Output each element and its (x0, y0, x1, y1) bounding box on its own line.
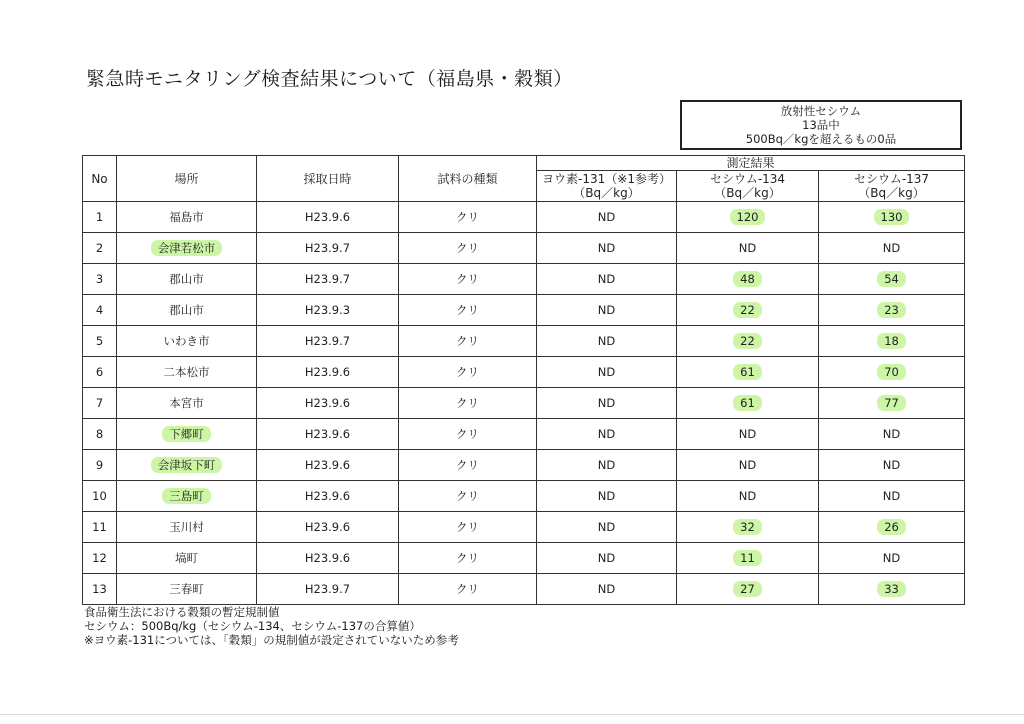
cell-cs137 (819, 326, 965, 357)
cell-place-value: いわき市 (163, 334, 210, 348)
cell-sample-value: クリ (456, 458, 479, 472)
header-place: 場所 (117, 156, 257, 202)
cell-date (257, 419, 399, 450)
summary-line-3: 500Bq／kgを超えるもの0品 (745, 132, 897, 146)
header-no: No (83, 156, 117, 202)
cell-cs134 (677, 419, 819, 450)
cell-iodine (537, 264, 677, 295)
header-date: 採取日時 (257, 156, 399, 202)
cell-sample-value: クリ (456, 272, 479, 286)
cell-cs137-value: ND (882, 241, 901, 255)
cell-no (83, 202, 117, 233)
cell-date-value: H23.9.3 (304, 303, 351, 317)
cell-date-value: H23.9.7 (304, 582, 351, 596)
cell-cs134 (677, 326, 819, 357)
cell-no-value: 7 (95, 396, 104, 410)
cell-iodine-value: ND (597, 365, 616, 379)
cell-date (257, 295, 399, 326)
header-sample: 試料の種類 (399, 156, 537, 202)
cell-date-value: H23.9.6 (304, 210, 351, 224)
cell-place-value: 本宮市 (169, 396, 204, 410)
table-row (83, 264, 965, 295)
cell-date-value: H23.9.7 (304, 272, 351, 286)
cell-iodine-value: ND (597, 520, 616, 534)
cell-no (83, 357, 117, 388)
cell-iodine (537, 295, 677, 326)
cell-date (257, 450, 399, 481)
cell-cs137 (819, 264, 965, 295)
cell-place (117, 233, 257, 264)
header-iodine (537, 171, 677, 202)
cell-iodine (537, 419, 677, 450)
cell-sample-value: クリ (456, 551, 479, 565)
cell-cs137-value: 23 (877, 302, 906, 318)
notes (84, 605, 459, 647)
cell-sample-value: クリ (456, 582, 479, 596)
table-row (83, 481, 965, 512)
cell-cs137-value: 18 (877, 333, 906, 349)
cell-no (83, 512, 117, 543)
cell-cs137-value: 33 (877, 581, 906, 597)
cell-place (117, 264, 257, 295)
cell-date (257, 326, 399, 357)
header-cs134 (677, 171, 819, 202)
cell-place-value: 福島市 (169, 210, 204, 224)
cell-place-value: 会津坂下町 (151, 457, 223, 473)
table-row (83, 233, 965, 264)
cell-no-value: 10 (92, 489, 107, 503)
cell-cs134 (677, 388, 819, 419)
cell-sample (399, 233, 537, 264)
cell-place-value: 下郷町 (162, 426, 211, 442)
page-title: 緊急時モニタリング検査結果について（福島県・穀類） (86, 68, 573, 90)
cell-cs134-value: ND (738, 489, 757, 503)
cell-date (257, 357, 399, 388)
cell-iodine-value: ND (597, 489, 616, 503)
cell-cs137-value: 77 (877, 395, 906, 411)
summary-line-2: 13品中 (802, 118, 840, 132)
cell-cs134 (677, 295, 819, 326)
note-line-2: セシウム：500Bq/kg（セシウム-134、セシウム-137の合算値） (84, 619, 421, 633)
summary-line-1: 放射性セシウム (780, 104, 862, 118)
cell-place (117, 450, 257, 481)
cell-place (117, 295, 257, 326)
cell-iodine-value: ND (597, 272, 616, 286)
cell-sample (399, 388, 537, 419)
cell-cs134-value: ND (738, 458, 757, 472)
cell-cs134-value: 27 (733, 581, 762, 597)
cell-no (83, 543, 117, 574)
cell-sample (399, 357, 537, 388)
cell-cs134-value: 11 (733, 550, 762, 566)
cell-sample-value: クリ (456, 334, 479, 348)
cell-place (117, 202, 257, 233)
cell-place (117, 326, 257, 357)
cell-cs134 (677, 264, 819, 295)
cell-cs134-value: ND (738, 427, 757, 441)
cell-sample-value: クリ (456, 241, 479, 255)
cell-cs137 (819, 295, 965, 326)
cell-cs134-value: ND (738, 241, 757, 255)
table-row (83, 419, 965, 450)
cell-sample (399, 543, 537, 574)
cell-sample-value: クリ (456, 520, 479, 534)
note-line-3: ※ヨウ素-131については、「穀類」の規制値が設定されていないため参考 (84, 633, 459, 647)
cell-date (257, 481, 399, 512)
cell-date-value: H23.9.6 (304, 365, 351, 379)
table-row (83, 326, 965, 357)
cell-cs137-value: ND (882, 551, 901, 565)
cell-place (117, 543, 257, 574)
cell-cs137-value: 130 (874, 209, 910, 225)
cell-iodine-value: ND (597, 458, 616, 472)
cell-cs134 (677, 450, 819, 481)
cell-no (83, 419, 117, 450)
cell-iodine-value: ND (597, 334, 616, 348)
cell-date (257, 264, 399, 295)
cell-cs134-value: 48 (733, 271, 762, 287)
cell-date (257, 543, 399, 574)
cell-place (117, 388, 257, 419)
cell-cs137 (819, 512, 965, 543)
cell-place-value: 三春町 (169, 582, 204, 596)
cell-place (117, 419, 257, 450)
cell-iodine-value: ND (597, 303, 616, 317)
cell-no (83, 450, 117, 481)
cell-sample-value: クリ (456, 303, 479, 317)
cell-no-value: 4 (95, 303, 104, 317)
cell-sample (399, 419, 537, 450)
table-row (83, 450, 965, 481)
cell-sample (399, 202, 537, 233)
cell-sample-value: クリ (456, 365, 479, 379)
cell-cs137 (819, 233, 965, 264)
cell-place (117, 574, 257, 605)
cell-place-value: 郡山市 (169, 272, 204, 286)
cell-sample (399, 481, 537, 512)
cell-cs134-value: 120 (730, 209, 766, 225)
cell-cs137-value: 26 (877, 519, 906, 535)
cell-iodine (537, 450, 677, 481)
cell-place-value: 二本松市 (163, 365, 210, 379)
cell-sample-value: クリ (456, 427, 479, 441)
header-result-group: 測定結果 (537, 156, 965, 171)
cell-iodine-value: ND (597, 210, 616, 224)
cell-cs137-value: ND (882, 458, 901, 472)
header-iodine-unit: （Bq／kg） (573, 186, 640, 200)
cell-no-value: 8 (95, 427, 104, 441)
cell-date-value: H23.9.6 (304, 427, 351, 441)
cell-sample (399, 450, 537, 481)
scan-edge-line (0, 714, 1024, 715)
cell-iodine (537, 543, 677, 574)
cell-sample-value: クリ (456, 396, 479, 410)
cell-date (257, 574, 399, 605)
header-iodine-label: ヨウ素-131（※1参考） (542, 172, 671, 186)
cell-cs137 (819, 357, 965, 388)
cell-iodine (537, 574, 677, 605)
cell-cs134 (677, 357, 819, 388)
cell-cs137 (819, 419, 965, 450)
cell-place-value: 塙町 (175, 551, 198, 565)
cell-no (83, 481, 117, 512)
cell-no-value: 13 (92, 582, 107, 596)
cell-sample (399, 264, 537, 295)
cell-cs134-value: 61 (733, 364, 762, 380)
cell-cs134 (677, 574, 819, 605)
cell-cs137-value: 54 (877, 271, 906, 287)
cell-no (83, 233, 117, 264)
cell-cs137 (819, 388, 965, 419)
header-cs134-label: セシウム-134 (709, 172, 786, 186)
cell-sample (399, 574, 537, 605)
cell-no-value: 9 (95, 458, 104, 472)
cell-place (117, 481, 257, 512)
cell-cs137 (819, 481, 965, 512)
cell-no-value: 6 (95, 365, 104, 379)
cell-place (117, 512, 257, 543)
summary-box (680, 100, 962, 150)
cell-iodine-value: ND (597, 396, 616, 410)
table-row (83, 202, 965, 233)
cell-place-value: 玉川村 (169, 520, 204, 534)
cell-date (257, 512, 399, 543)
cell-date-value: H23.9.6 (304, 489, 351, 503)
note-line-1: 食品衛生法における穀類の暫定規制値 (84, 605, 280, 619)
cell-iodine (537, 512, 677, 543)
cell-sample (399, 512, 537, 543)
header-cs134-unit: （Bq／kg） (714, 186, 781, 200)
cell-no (83, 264, 117, 295)
cell-iodine-value: ND (597, 551, 616, 565)
table-row (83, 295, 965, 326)
header-cs137-unit: （Bq／kg） (858, 186, 925, 200)
cell-no (83, 388, 117, 419)
cell-cs134-value: 32 (733, 519, 762, 535)
cell-date (257, 388, 399, 419)
cell-cs134-value: 22 (733, 333, 762, 349)
cell-cs137-value: ND (882, 489, 901, 503)
cell-sample (399, 295, 537, 326)
cell-iodine-value: ND (597, 427, 616, 441)
cell-sample-value: クリ (456, 210, 479, 224)
cell-iodine-value: ND (597, 582, 616, 596)
cell-sample (399, 326, 537, 357)
cell-iodine (537, 357, 677, 388)
cell-no-value: 3 (95, 272, 104, 286)
cell-cs137 (819, 543, 965, 574)
cell-cs134 (677, 202, 819, 233)
cell-iodine (537, 233, 677, 264)
header-cs137 (819, 171, 965, 202)
results-table (82, 155, 965, 605)
cell-date (257, 202, 399, 233)
table-row (83, 512, 965, 543)
cell-no (83, 295, 117, 326)
cell-cs137 (819, 574, 965, 605)
cell-no (83, 326, 117, 357)
cell-iodine (537, 388, 677, 419)
table-row (83, 388, 965, 419)
cell-cs137 (819, 202, 965, 233)
cell-cs134-value: 22 (733, 302, 762, 318)
cell-no (83, 574, 117, 605)
cell-no-value: 12 (92, 551, 107, 565)
results-body (83, 202, 965, 605)
cell-no-value: 1 (95, 210, 104, 224)
table-row (83, 357, 965, 388)
cell-date-value: H23.9.6 (304, 396, 351, 410)
cell-cs134 (677, 543, 819, 574)
cell-place-value: 郡山市 (169, 303, 204, 317)
cell-cs134 (677, 512, 819, 543)
cell-place-value: 三島町 (162, 488, 211, 504)
cell-date (257, 233, 399, 264)
cell-no-value: 11 (92, 520, 107, 534)
cell-date-value: H23.9.6 (304, 520, 351, 534)
cell-place-value: 会津若松市 (151, 240, 223, 256)
table-row (83, 574, 965, 605)
cell-date-value: H23.9.7 (304, 241, 351, 255)
cell-iodine (537, 326, 677, 357)
cell-date-value: H23.9.7 (304, 334, 351, 348)
cell-cs134-value: 61 (733, 395, 762, 411)
cell-cs134 (677, 233, 819, 264)
cell-cs134 (677, 481, 819, 512)
cell-sample-value: クリ (456, 489, 479, 503)
header-cs137-label: セシウム-137 (853, 172, 930, 186)
cell-cs137-value: 70 (877, 364, 906, 380)
cell-date-value: H23.9.6 (304, 551, 351, 565)
cell-iodine (537, 202, 677, 233)
cell-cs137-value: ND (882, 427, 901, 441)
cell-no-value: 2 (95, 241, 104, 255)
cell-no-value: 5 (95, 334, 104, 348)
cell-iodine (537, 481, 677, 512)
cell-place (117, 357, 257, 388)
table-row (83, 543, 965, 574)
cell-iodine-value: ND (597, 241, 616, 255)
cell-date-value: H23.9.6 (304, 458, 351, 472)
cell-cs137 (819, 450, 965, 481)
